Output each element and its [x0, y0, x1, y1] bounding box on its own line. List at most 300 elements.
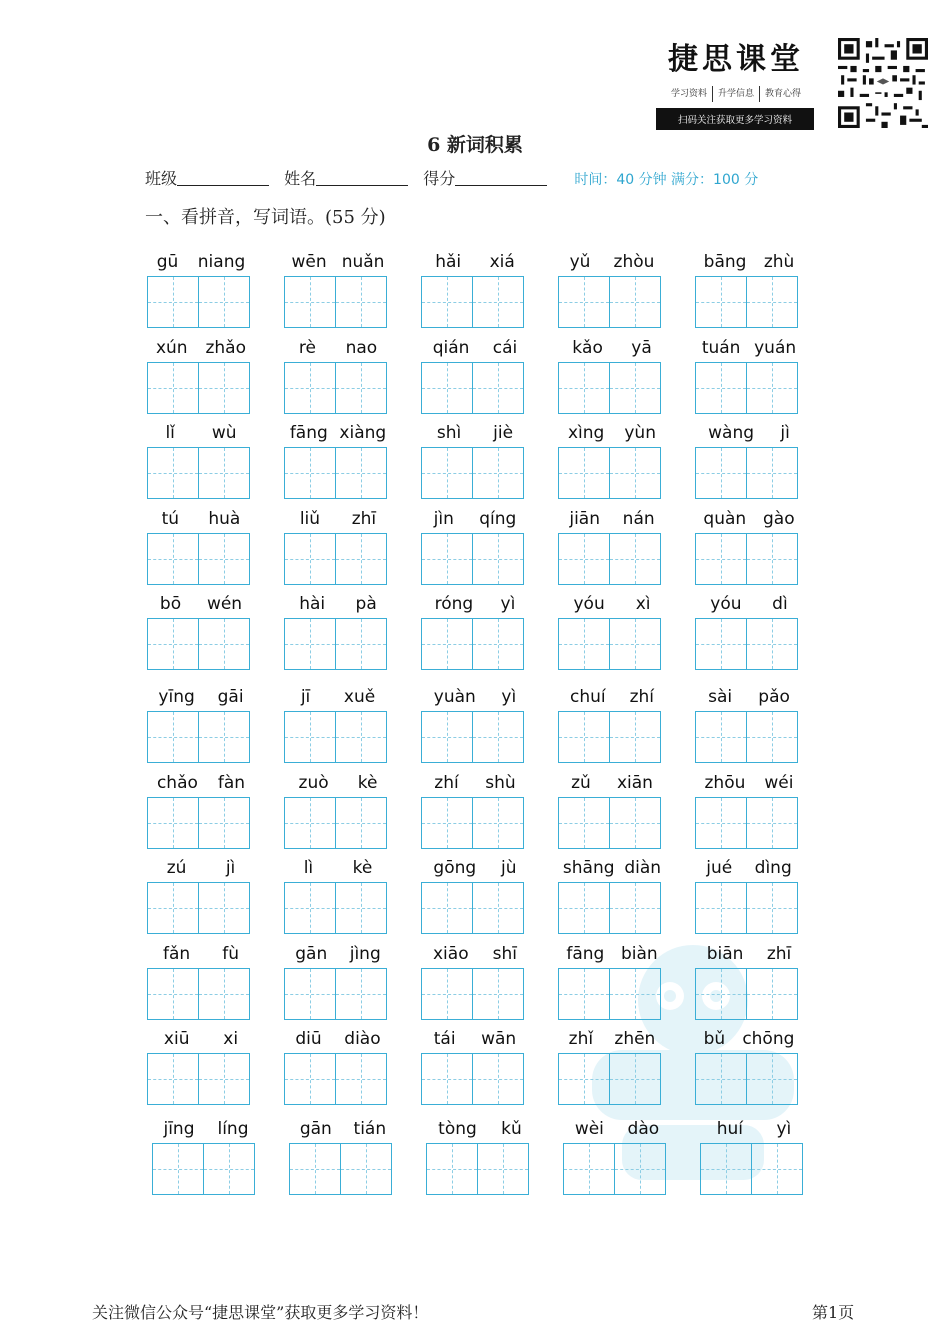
- pinyin-line: [147, 250, 255, 274]
- pinyin-line: [695, 250, 803, 274]
- writing-box[interactable]: [472, 618, 524, 670]
- writing-box[interactable]: [198, 447, 250, 499]
- pinyin-syllable: fāng: [566, 944, 605, 964]
- pinyin-syllable: chōng: [742, 1029, 795, 1049]
- word-cell: [426, 1117, 534, 1195]
- section-heading: 一、看拼音，写词语。(55 分): [145, 207, 386, 228]
- pinyin-syllable: liǔ: [299, 509, 321, 529]
- pinyin-line: [421, 1027, 529, 1051]
- writing-box[interactable]: [746, 362, 798, 414]
- pinyin-syllable: yóu: [573, 594, 605, 614]
- pinyin-syllable: xiá: [489, 252, 515, 272]
- pinyin-line: [284, 592, 392, 616]
- writing-boxes: [558, 882, 666, 934]
- writing-box[interactable]: [695, 276, 747, 328]
- writing-box[interactable]: [695, 533, 747, 585]
- writing-boxes: [558, 533, 666, 585]
- pinyin-line: [695, 771, 803, 795]
- writing-box[interactable]: [203, 1143, 255, 1195]
- writing-box[interactable]: [284, 1053, 336, 1105]
- pinyin-syllable: zú: [166, 858, 187, 878]
- pinyin-syllable: zhǎo: [205, 338, 247, 358]
- writing-box[interactable]: [335, 1053, 387, 1105]
- writing-box[interactable]: [421, 1053, 473, 1105]
- pinyin-line: [147, 421, 255, 445]
- word-cell: [421, 336, 529, 414]
- pinyin-syllable: zhòu: [613, 252, 655, 272]
- word-cell: [421, 685, 529, 763]
- pinyin-syllable: zhí: [434, 773, 459, 793]
- pinyin-line: [147, 856, 255, 880]
- writing-box[interactable]: [421, 533, 473, 585]
- pinyin-line: [558, 771, 666, 795]
- writing-box[interactable]: [421, 276, 473, 328]
- writing-boxes: [695, 882, 803, 934]
- class-label: 班级: [145, 169, 178, 188]
- word-cell: [558, 421, 666, 499]
- pinyin-line: [700, 1117, 808, 1141]
- writing-box[interactable]: [746, 968, 798, 1020]
- pinyin-syllable: hài: [299, 594, 326, 614]
- pinyin-line: [152, 1117, 260, 1141]
- brand-sub-study: 学习资料: [670, 89, 707, 99]
- writing-box[interactable]: [609, 1053, 661, 1105]
- writing-box[interactable]: [335, 447, 387, 499]
- writing-box[interactable]: [147, 447, 199, 499]
- writing-box[interactable]: [558, 618, 610, 670]
- writing-box[interactable]: [421, 362, 473, 414]
- writing-box[interactable]: [198, 533, 250, 585]
- time-score-info: 时间：40 分钟 满分：100 分: [574, 172, 759, 188]
- word-cell: [558, 592, 666, 670]
- word-cell: [284, 942, 392, 1020]
- writing-box[interactable]: [746, 797, 798, 849]
- pinyin-line: [558, 592, 666, 616]
- writing-boxes: [558, 1053, 666, 1105]
- brand-sub-school: 升学信息: [712, 86, 759, 102]
- pinyin-syllable: cái: [492, 338, 518, 358]
- pinyin-syllable: jīng: [163, 1119, 195, 1139]
- word-cell: [558, 507, 666, 585]
- pinyin-syllable: nuǎn: [341, 252, 385, 272]
- pinyin-syllable: jiè: [493, 423, 514, 443]
- writing-box[interactable]: [335, 968, 387, 1020]
- name-blank[interactable]: [316, 169, 408, 186]
- pinyin-syllable: xì: [635, 594, 651, 614]
- pinyin-syllable: rè: [298, 338, 316, 358]
- writing-box[interactable]: [472, 882, 524, 934]
- writing-box[interactable]: [472, 533, 524, 585]
- writing-box[interactable]: [147, 797, 199, 849]
- word-cell: [147, 592, 255, 670]
- writing-box[interactable]: [284, 797, 336, 849]
- writing-boxes: [421, 276, 529, 328]
- writing-boxes: [284, 362, 392, 414]
- writing-box[interactable]: [609, 968, 661, 1020]
- writing-boxes: [147, 276, 255, 328]
- writing-boxes: [558, 447, 666, 499]
- pinyin-syllable: bāng: [703, 252, 747, 272]
- pinyin-line: [421, 771, 529, 795]
- pinyin-syllable: jìn: [433, 509, 454, 529]
- writing-boxes: [421, 968, 529, 1020]
- pinyin-line: [421, 421, 529, 445]
- pinyin-syllable: zhī: [351, 509, 377, 529]
- pinyin-syllable: fǎn: [163, 944, 191, 964]
- pinyin-line: [558, 336, 666, 360]
- writing-box[interactable]: [198, 882, 250, 934]
- writing-box[interactable]: [284, 362, 336, 414]
- pinyin-syllable: gū: [156, 252, 179, 272]
- writing-boxes: [695, 797, 803, 849]
- word-cell: [558, 250, 666, 328]
- writing-box[interactable]: [472, 711, 524, 763]
- writing-boxes: [284, 1053, 392, 1105]
- brand-scan-bar: 扫码关注获取更多学习资料: [656, 108, 814, 130]
- writing-box[interactable]: [558, 1053, 610, 1105]
- pinyin-syllable: yǔ: [569, 252, 591, 272]
- writing-box[interactable]: [746, 533, 798, 585]
- writing-boxes: [147, 447, 255, 499]
- writing-box[interactable]: [746, 711, 798, 763]
- word-cell: [558, 771, 666, 849]
- pinyin-line: [421, 336, 529, 360]
- writing-box[interactable]: [335, 276, 387, 328]
- writing-boxes: [147, 882, 255, 934]
- writing-box[interactable]: [477, 1143, 529, 1195]
- word-cell: [695, 1027, 803, 1105]
- writing-box[interactable]: [198, 276, 250, 328]
- pinyin-syllable: fāng: [289, 423, 328, 443]
- writing-boxes: [421, 362, 529, 414]
- pinyin-syllable: xuě: [343, 687, 376, 707]
- writing-box[interactable]: [609, 882, 661, 934]
- pinyin-syllable: zhōu: [704, 773, 746, 793]
- pinyin-syllable: lǐ: [165, 423, 175, 443]
- pinyin-line: [147, 592, 255, 616]
- pinyin-line: [558, 942, 666, 966]
- writing-boxes: [558, 618, 666, 670]
- pinyin-syllable: nao: [345, 338, 378, 358]
- writing-box[interactable]: [609, 276, 661, 328]
- writing-box[interactable]: [335, 362, 387, 414]
- pinyin-syllable: zhù: [763, 252, 795, 272]
- word-cell: [421, 771, 529, 849]
- writing-boxes: [284, 968, 392, 1020]
- word-cell: [695, 685, 803, 763]
- writing-box[interactable]: [421, 711, 473, 763]
- pinyin-line: [284, 685, 392, 709]
- pinyin-line: [284, 507, 392, 531]
- pinyin-syllable: xìng: [568, 423, 605, 443]
- writing-box[interactable]: [695, 362, 747, 414]
- pinyin-syllable: zuò: [298, 773, 329, 793]
- writing-box[interactable]: [147, 276, 199, 328]
- word-cell: [147, 250, 255, 328]
- writing-boxes: [558, 362, 666, 414]
- writing-boxes: [421, 618, 529, 670]
- writing-box[interactable]: [746, 447, 798, 499]
- pinyin-line: [695, 336, 803, 360]
- pinyin-line: [421, 685, 529, 709]
- writing-boxes: [695, 711, 803, 763]
- writing-box[interactable]: [558, 362, 610, 414]
- footer-promo: 关注微信公众号“捷思课堂”获取更多学习资料！: [92, 1303, 429, 1322]
- pinyin-line: [284, 250, 392, 274]
- pinyin-syllable: gōng: [433, 858, 477, 878]
- word-cell: [558, 685, 666, 763]
- brand-subtitles: [656, 86, 816, 102]
- pinyin-syllable: yùn: [624, 423, 656, 443]
- word-cell: [284, 685, 392, 763]
- word-cell: [563, 1117, 671, 1195]
- word-cell: [284, 592, 392, 670]
- word-cell: [695, 250, 803, 328]
- word-cell: [558, 856, 666, 934]
- writing-box[interactable]: [335, 711, 387, 763]
- writing-box[interactable]: [335, 618, 387, 670]
- writing-box[interactable]: [198, 1053, 250, 1105]
- pinyin-line: [558, 421, 666, 445]
- writing-box[interactable]: [426, 1143, 478, 1195]
- word-cell: [147, 1027, 255, 1105]
- writing-box[interactable]: [609, 797, 661, 849]
- pinyin-syllable: yīng: [158, 687, 195, 707]
- pinyin-syllable: pà: [355, 594, 377, 614]
- pinyin-syllable: zhēn: [614, 1029, 656, 1049]
- writing-box[interactable]: [289, 1143, 341, 1195]
- pinyin-syllable: bō: [159, 594, 182, 614]
- pinyin-syllable: jiān: [569, 509, 600, 529]
- writing-box[interactable]: [614, 1143, 666, 1195]
- pinyin-line: [284, 856, 392, 880]
- writing-boxes: [284, 711, 392, 763]
- writing-box[interactable]: [472, 276, 524, 328]
- writing-box[interactable]: [695, 968, 747, 1020]
- pinyin-syllable: wàng: [708, 423, 755, 443]
- pinyin-syllable: qíng: [479, 509, 517, 529]
- writing-boxes: [147, 533, 255, 585]
- pinyin-line: [147, 336, 255, 360]
- writing-box[interactable]: [198, 362, 250, 414]
- pinyin-syllable: hǎi: [435, 252, 462, 272]
- word-cell: [147, 685, 255, 763]
- writing-box[interactable]: [147, 968, 199, 1020]
- pinyin-syllable: bǔ: [703, 1029, 726, 1049]
- writing-boxes: [147, 362, 255, 414]
- writing-box[interactable]: [284, 711, 336, 763]
- score-blank[interactable]: [455, 169, 547, 186]
- word-cell: [147, 421, 255, 499]
- writing-boxes: [421, 797, 529, 849]
- writing-box[interactable]: [695, 618, 747, 670]
- word-cell: [147, 856, 255, 934]
- pinyin-syllable: shì: [436, 423, 462, 443]
- name-label: 姓名: [284, 169, 317, 188]
- pinyin-syllable: shù: [485, 773, 516, 793]
- writing-box[interactable]: [746, 276, 798, 328]
- writing-box[interactable]: [695, 882, 747, 934]
- qr-code-icon[interactable]: [838, 38, 928, 128]
- pinyin-syllable: wèi: [574, 1119, 604, 1139]
- pinyin-syllable: lì: [303, 858, 314, 878]
- writing-boxes: [695, 362, 803, 414]
- writing-box[interactable]: [335, 533, 387, 585]
- writing-boxes: [558, 797, 666, 849]
- writing-box[interactable]: [421, 618, 473, 670]
- writing-box[interactable]: [421, 968, 473, 1020]
- pinyin-syllable: huà: [208, 509, 241, 529]
- writing-box[interactable]: [472, 1053, 524, 1105]
- writing-box[interactable]: [284, 618, 336, 670]
- writing-box[interactable]: [147, 711, 199, 763]
- pinyin-line: [421, 942, 529, 966]
- writing-box[interactable]: [558, 533, 610, 585]
- writing-box[interactable]: [609, 447, 661, 499]
- writing-box[interactable]: [198, 711, 250, 763]
- pinyin-syllable: diào: [344, 1029, 381, 1049]
- word-cell: [695, 507, 803, 585]
- writing-box[interactable]: [421, 447, 473, 499]
- writing-box[interactable]: [472, 447, 524, 499]
- writing-box[interactable]: [700, 1143, 752, 1195]
- pinyin-syllable: huí: [716, 1119, 743, 1139]
- word-cell: [695, 771, 803, 849]
- writing-box[interactable]: [695, 447, 747, 499]
- writing-box[interactable]: [695, 797, 747, 849]
- word-cell: [558, 942, 666, 1020]
- writing-boxes: [695, 447, 803, 499]
- writing-box[interactable]: [609, 362, 661, 414]
- writing-box[interactable]: [558, 882, 610, 934]
- writing-boxes: [152, 1143, 260, 1195]
- pinyin-syllable: kǔ: [501, 1119, 522, 1139]
- writing-box[interactable]: [284, 882, 336, 934]
- pinyin-syllable: xiān: [616, 773, 653, 793]
- writing-box[interactable]: [284, 968, 336, 1020]
- writing-box[interactable]: [746, 618, 798, 670]
- writing-box[interactable]: [335, 882, 387, 934]
- pinyin-syllable: xiū: [163, 1029, 190, 1049]
- writing-box[interactable]: [751, 1143, 803, 1195]
- pinyin-syllable: shī: [492, 944, 517, 964]
- writing-box[interactable]: [472, 797, 524, 849]
- pinyin-syllable: shāng: [562, 858, 615, 878]
- pinyin-syllable: biān: [706, 944, 744, 964]
- pinyin-line: [563, 1117, 671, 1141]
- word-cell: [421, 1027, 529, 1105]
- writing-box[interactable]: [147, 1053, 199, 1105]
- writing-box[interactable]: [147, 618, 199, 670]
- writing-boxes: [147, 618, 255, 670]
- writing-box[interactable]: [198, 968, 250, 1020]
- writing-box[interactable]: [284, 447, 336, 499]
- writing-box[interactable]: [695, 711, 747, 763]
- writing-boxes: [700, 1143, 808, 1195]
- writing-box[interactable]: [198, 618, 250, 670]
- pinyin-line: [421, 250, 529, 274]
- writing-box[interactable]: [558, 968, 610, 1020]
- word-cell: [284, 771, 392, 849]
- pinyin-syllable: tòng: [438, 1119, 477, 1139]
- writing-box[interactable]: [340, 1143, 392, 1195]
- writing-box[interactable]: [284, 276, 336, 328]
- writing-box[interactable]: [421, 797, 473, 849]
- pinyin-line: [147, 685, 255, 709]
- word-cell: [700, 1117, 808, 1195]
- writing-box[interactable]: [472, 362, 524, 414]
- pinyin-syllable: niang: [197, 252, 246, 272]
- pinyin-syllable: pǎo: [758, 687, 790, 707]
- pinyin-syllable: xiāo: [433, 944, 469, 964]
- writing-boxes: [695, 276, 803, 328]
- writing-box[interactable]: [152, 1143, 204, 1195]
- writing-boxes: [695, 618, 803, 670]
- writing-box[interactable]: [284, 533, 336, 585]
- pinyin-line: [421, 507, 529, 531]
- writing-box[interactable]: [695, 1053, 747, 1105]
- writing-box[interactable]: [335, 797, 387, 849]
- writing-box[interactable]: [198, 797, 250, 849]
- writing-box[interactable]: [472, 968, 524, 1020]
- pinyin-syllable: yuàn: [433, 687, 476, 707]
- pinyin-syllable: biàn: [620, 944, 658, 964]
- pinyin-syllable: kè: [352, 858, 373, 878]
- writing-box[interactable]: [558, 711, 610, 763]
- writing-boxes: [147, 711, 255, 763]
- writing-boxes: [695, 1053, 803, 1105]
- writing-boxes: [421, 711, 529, 763]
- pinyin-line: [147, 507, 255, 531]
- writing-box[interactable]: [609, 533, 661, 585]
- pinyin-line: [558, 1027, 666, 1051]
- word-cell: [421, 250, 529, 328]
- pinyin-line: [558, 507, 666, 531]
- writing-box[interactable]: [147, 882, 199, 934]
- pinyin-syllable: yuán: [754, 338, 797, 358]
- pinyin-syllable: yā: [631, 338, 652, 358]
- pinyin-line: [695, 685, 803, 709]
- pinyin-syllable: zhǐ: [568, 1029, 594, 1049]
- pinyin-syllable: yì: [776, 1119, 792, 1139]
- writing-box[interactable]: [563, 1143, 615, 1195]
- writing-boxes: [284, 447, 392, 499]
- pinyin-syllable: jù: [501, 858, 517, 878]
- writing-box[interactable]: [746, 1053, 798, 1105]
- writing-box[interactable]: [147, 362, 199, 414]
- writing-box[interactable]: [558, 797, 610, 849]
- writing-boxes: [558, 968, 666, 1020]
- writing-box[interactable]: [609, 618, 661, 670]
- class-blank[interactable]: [177, 169, 269, 186]
- writing-box[interactable]: [147, 533, 199, 585]
- writing-box[interactable]: [558, 447, 610, 499]
- pinyin-syllable: quàn: [703, 509, 747, 529]
- word-cell: [284, 856, 392, 934]
- writing-box[interactable]: [609, 711, 661, 763]
- writing-box[interactable]: [558, 276, 610, 328]
- word-cell: [421, 942, 529, 1020]
- writing-box[interactable]: [746, 882, 798, 934]
- writing-boxes: [563, 1143, 671, 1195]
- pinyin-line: [695, 592, 803, 616]
- writing-box[interactable]: [421, 882, 473, 934]
- word-cell: [695, 856, 803, 934]
- word-cell: [284, 336, 392, 414]
- word-cell: [695, 592, 803, 670]
- pinyin-syllable: kǎo: [572, 338, 603, 358]
- pinyin-syllable: gān: [299, 1119, 332, 1139]
